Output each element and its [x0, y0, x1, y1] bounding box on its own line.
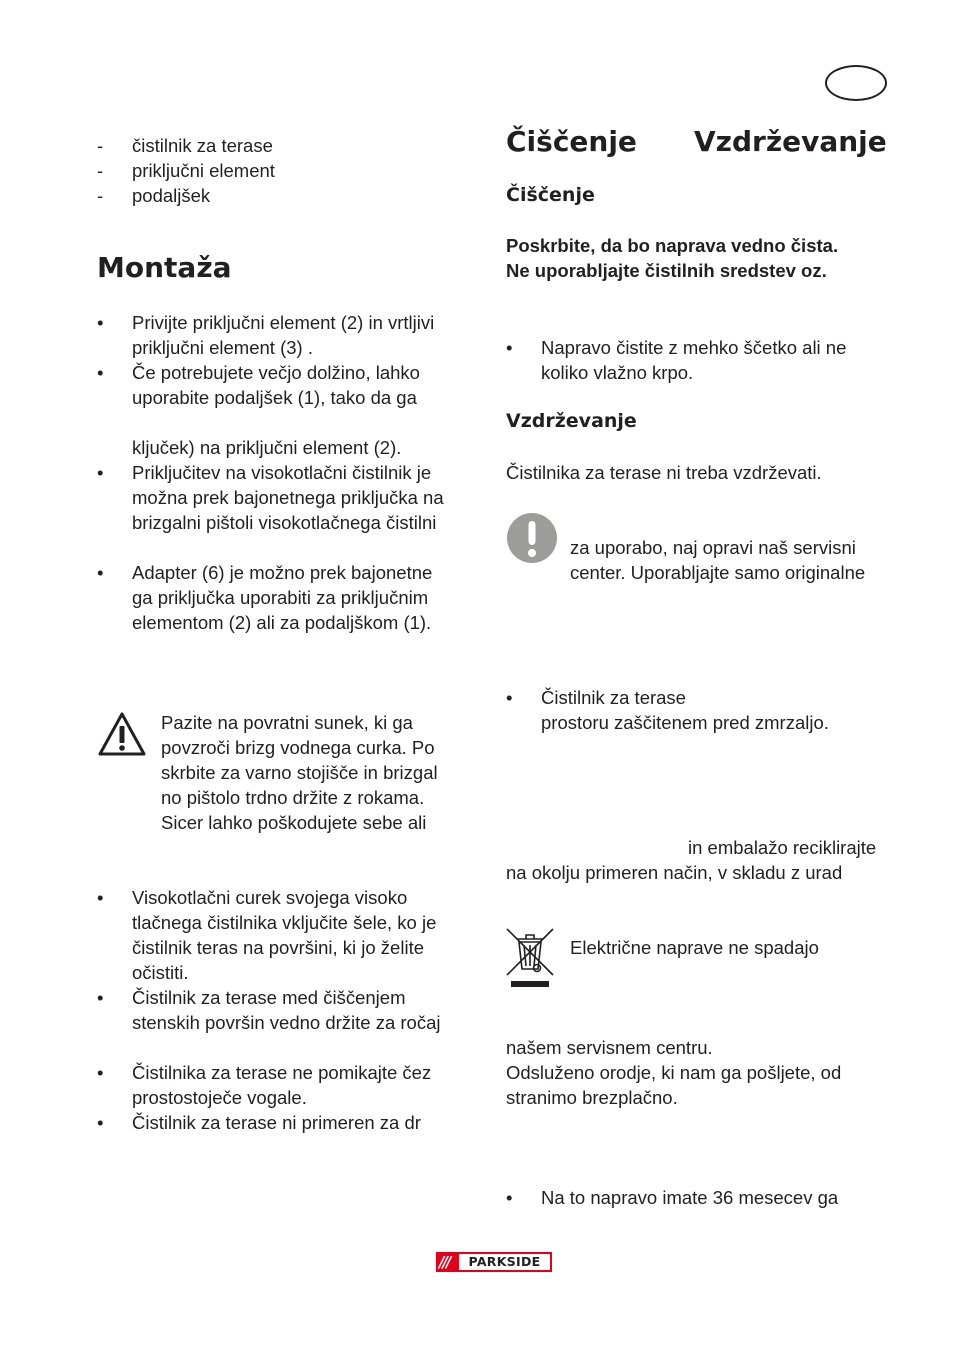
storage-text: prostoru zaščitenem pred zmrzaljo.: [541, 712, 829, 733]
bullet: •: [97, 1112, 104, 1133]
section-title-maintenance: Vzdrževanje: [694, 125, 887, 158]
montaza-text: brizgalni pištoli visokotlačnega čistilni: [132, 512, 437, 533]
montaza-heading: Montaža: [97, 251, 232, 284]
use-text: Čistilnika za terase ne pomikajte čez: [132, 1062, 432, 1083]
use-text: Čistilnik za terase ni primeren za dr: [132, 1112, 421, 1133]
montaza-text: priključni element (3) .: [132, 337, 313, 358]
bullet: •: [506, 337, 513, 358]
montaza-text: možna prek bajonetnega priključka na: [132, 487, 444, 508]
bullet: •: [506, 687, 513, 708]
cleaning-note: Poskrbite, da bo naprava vedno čista.: [506, 235, 839, 256]
montaza-text: Privijte priključni element (2) in vrtljivi: [132, 312, 435, 333]
return-text: našem servisnem centru.: [506, 1037, 713, 1058]
montaza-text: Adapter (6) je možno prek bajonetne: [132, 562, 433, 583]
weee-text: Električne naprave ne spadajo: [570, 937, 819, 958]
language-badge: [825, 65, 887, 101]
disposal-text: in embalažo reciklirajte: [688, 837, 877, 858]
warning-text: povzroči brizg vodnega curka. Po: [161, 737, 435, 758]
bullet: •: [97, 462, 104, 483]
montaza-text: Če potrebujete večjo dolžino, lahko: [132, 362, 420, 383]
storage-text: Čistilnik za terase: [541, 687, 686, 708]
logo-stripes-icon: ///: [439, 1253, 450, 1271]
parts-item: čistilnik za terase: [132, 135, 273, 156]
bullet: •: [97, 562, 104, 583]
list-dash: -: [97, 160, 104, 181]
use-text: Visokotlačni curek svojega visoko: [132, 887, 408, 908]
bullet: •: [97, 987, 104, 1008]
cleaning-note: Ne uporabljajte čistilnih sredstev oz.: [506, 260, 827, 281]
bullet: •: [97, 312, 104, 333]
cleaning-item: Napravo čistite z mehko ščetko ali ne: [541, 337, 847, 358]
maintenance-text: Čistilnika za terase ni treba vzdrževati.: [506, 462, 822, 483]
bullet: •: [97, 887, 104, 908]
parts-item: podaljšek: [132, 185, 211, 206]
service-text: center. Uporabljajte samo originalne: [570, 562, 866, 583]
list-dash: -: [97, 185, 104, 206]
disposal-text: na okolju primeren način, v skladu z urad: [506, 862, 843, 883]
montaza-text: elementom (2) ali za podaljškom (1).: [132, 612, 432, 633]
montaza-text: ključek) na priključni element (2).: [132, 437, 402, 458]
use-text: prostostoječe vogale.: [132, 1087, 307, 1108]
use-text: stenskih površin vedno držite za ročaj: [132, 1012, 441, 1033]
warning-text: skrbite za varno stojišče in brizgal: [161, 762, 438, 783]
parts-item: priključni element: [132, 160, 275, 181]
bullet: •: [97, 362, 104, 383]
return-text: Odsluženo orodje, ki nam ga pošljete, od: [506, 1062, 842, 1083]
use-text: Čistilnik za terase med čiščenjem: [132, 987, 406, 1008]
use-text: tlačnega čistilnika vključite šele, ko je: [132, 912, 437, 933]
cleaning-heading: Čiščenje: [506, 184, 595, 206]
bullet: •: [506, 1187, 513, 1208]
montaza-text: uporabite podaljšek (1), tako da ga: [132, 387, 417, 408]
bullet: •: [97, 1062, 104, 1083]
section-title-cleaning: Čiščenje: [506, 125, 637, 158]
cleaning-item: koliko vlažno krpo.: [541, 362, 694, 383]
warranty-text: Na to napravo imate 36 mesecev ga: [541, 1187, 839, 1208]
exclamation-icon: [506, 512, 558, 564]
warning-text: Sicer lahko poškodujete sebe ali: [161, 812, 427, 833]
montaza-text: ga priključka uporabiti za priključnim: [132, 587, 429, 608]
service-text: za uporabo, naj opravi naš servisni: [570, 537, 856, 558]
warning-text: Pazite na povratni sunek, ki ga: [161, 712, 413, 733]
use-text: čistilnik teras na površini, ki jo želite: [132, 937, 424, 958]
warning-triangle-icon: [97, 711, 147, 757]
warning-text: no pištolo trdno držite z rokama.: [161, 787, 425, 808]
parkside-logo: [436, 1252, 552, 1272]
list-dash: -: [97, 135, 104, 156]
weee-bin-icon: [504, 925, 556, 991]
use-text: očistiti.: [132, 962, 189, 983]
montaza-text: Priključitev na visokotlačni čistilnik je: [132, 462, 432, 483]
return-text: stranimo brezplačno.: [506, 1087, 678, 1108]
maintenance-heading: Vzdrževanje: [506, 410, 637, 432]
logo-brand-text: PARKSIDE: [459, 1254, 550, 1270]
